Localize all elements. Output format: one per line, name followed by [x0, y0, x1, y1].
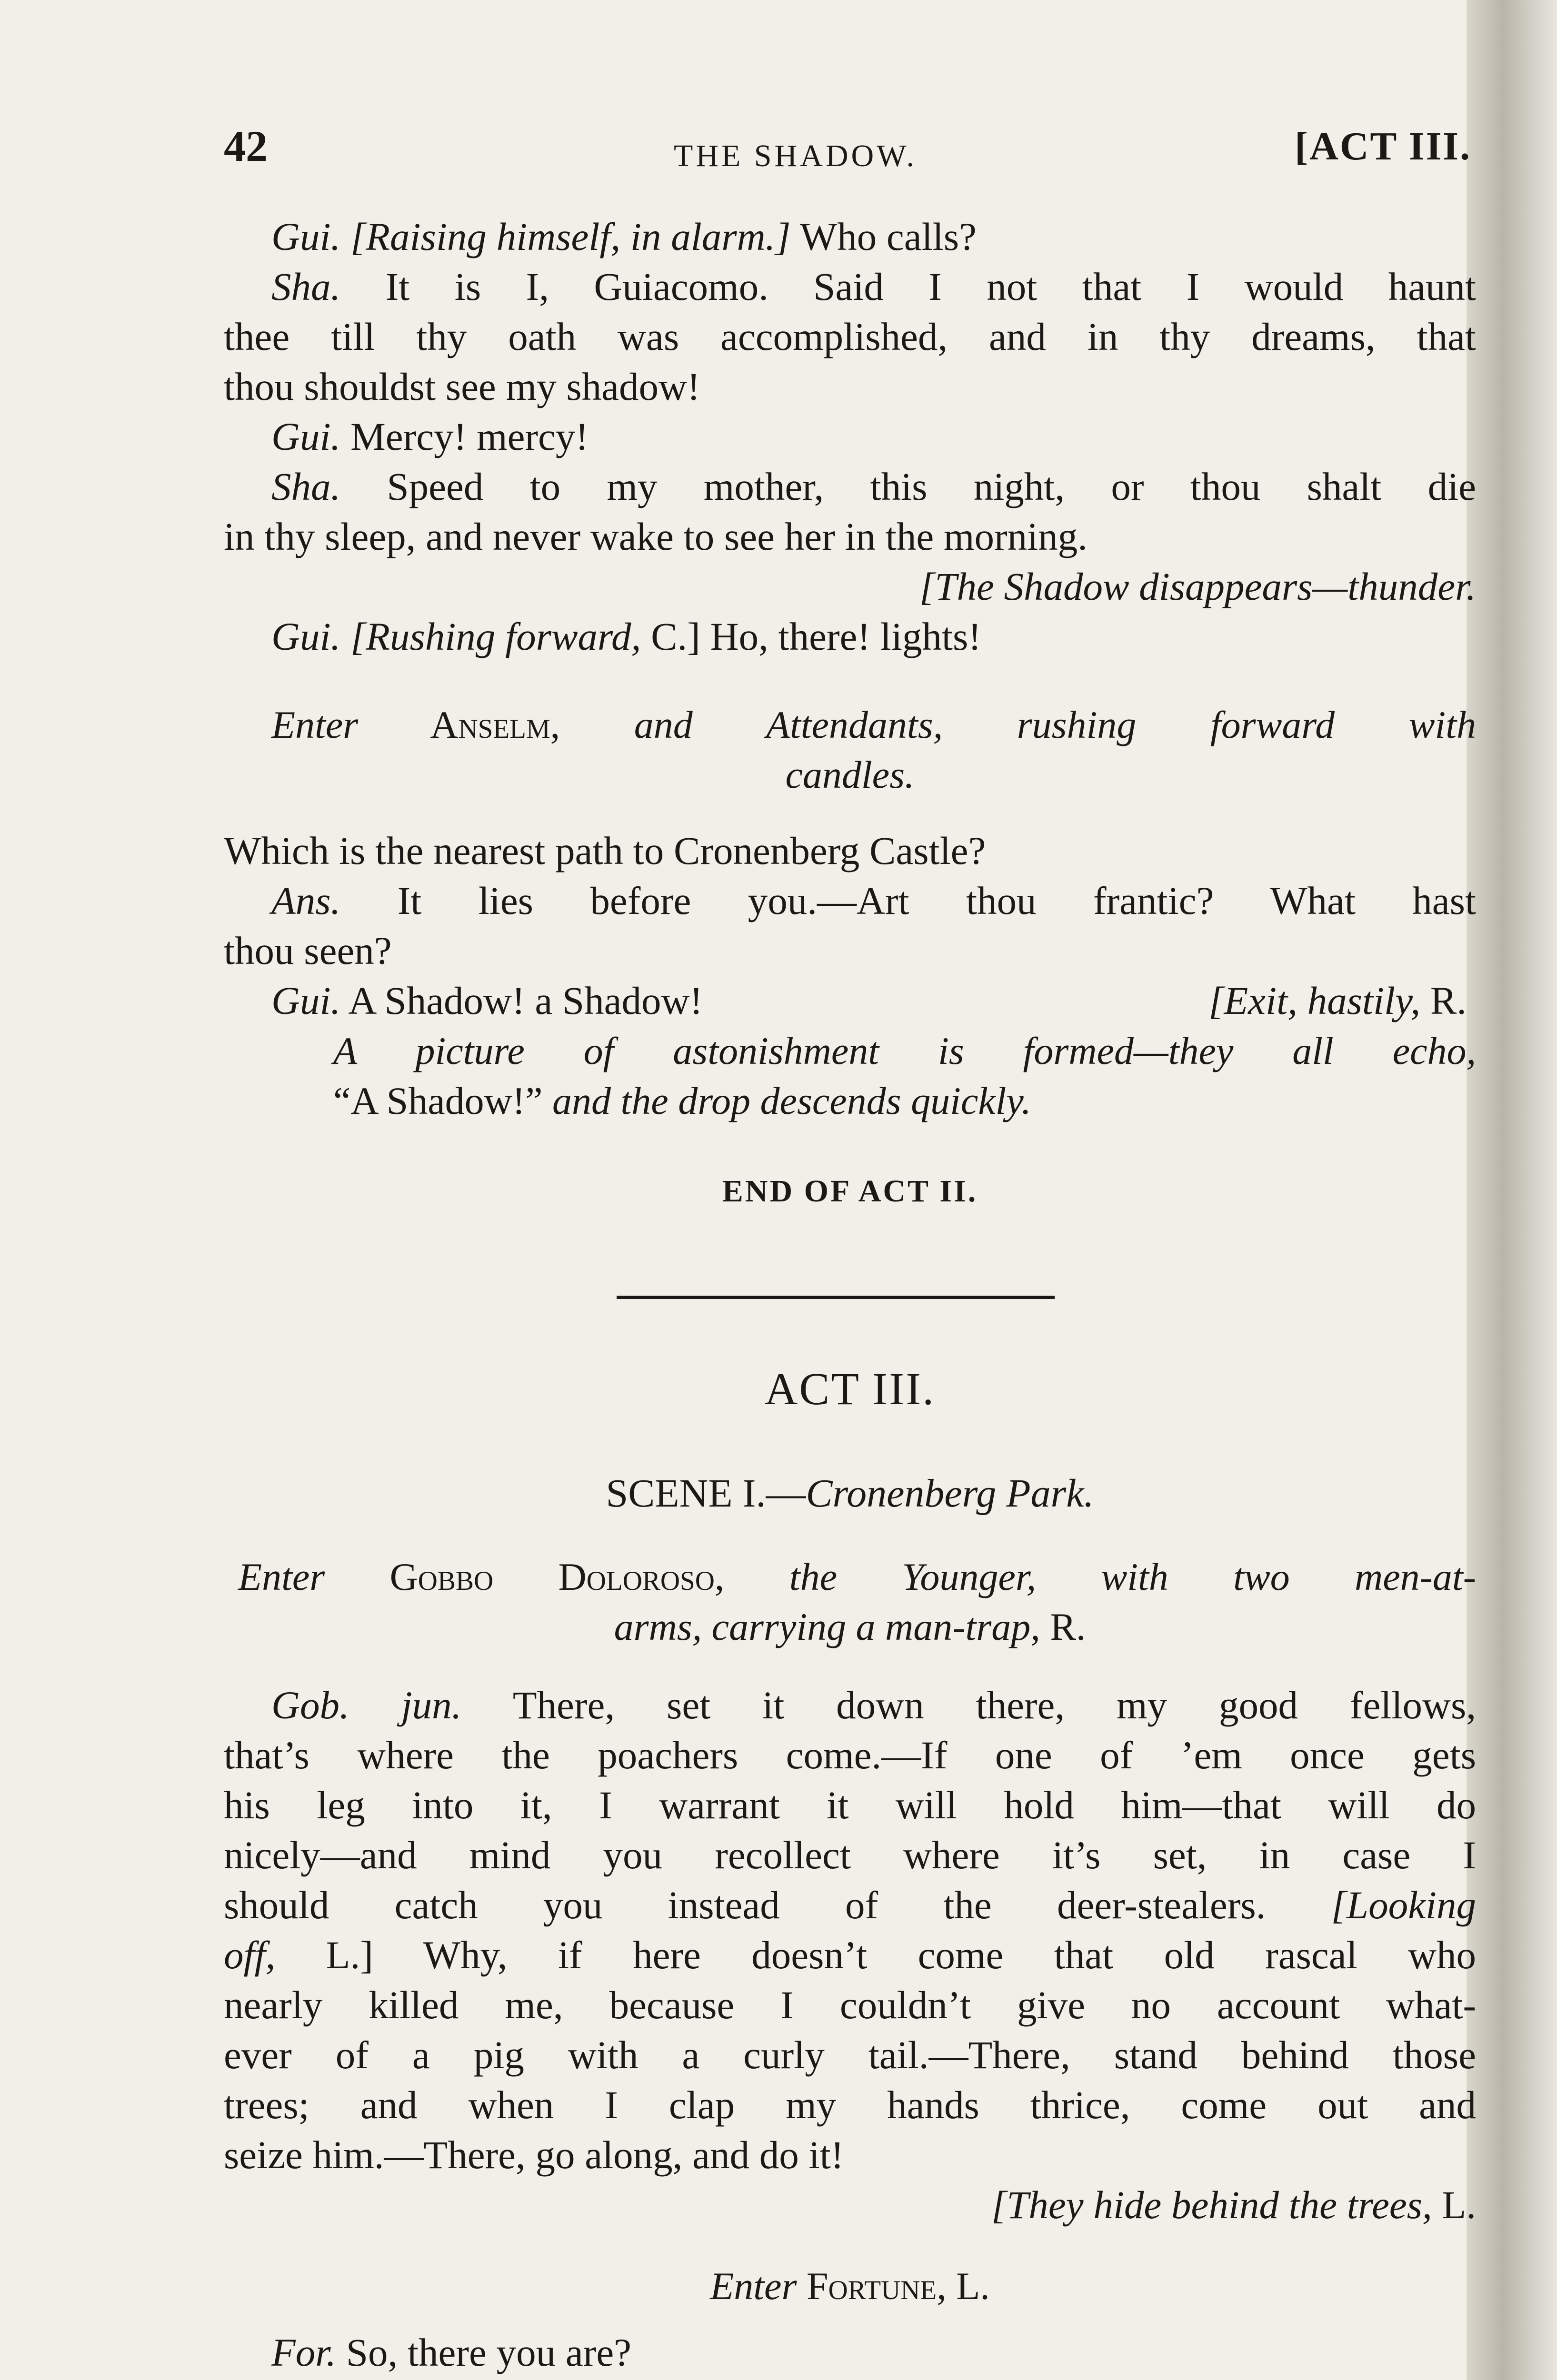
dialogue-line — [224, 1930, 1476, 1980]
speaker-name: Gob. jun. — [271, 1683, 462, 1727]
dialogue-line — [224, 2130, 1476, 2180]
stage-direction-line — [224, 1552, 1476, 1602]
speaker-name: Gui. — [271, 215, 341, 258]
act-marker: [ACT III. — [1295, 124, 1471, 169]
stage-direction-line — [224, 700, 1476, 750]
dialogue-line — [224, 1880, 1476, 1930]
speaker-name: Gui. — [271, 415, 341, 458]
act-title: ACT III. — [764, 1363, 936, 1414]
line-text: It lies before you.—Art thou frantic? What hast — [397, 879, 1477, 922]
dialogue-line — [224, 362, 1476, 412]
stage-direction-line — [224, 750, 1476, 800]
line-text: thee till thy oath was accomplished, and in thy dreams, that — [224, 315, 1476, 358]
stage-direction: Enter — [238, 1555, 325, 1598]
line-text: his leg into it, I warrant it will hold him—that will do — [224, 1783, 1476, 1827]
stage-direction: arms, carrying a man-trap, — [614, 1605, 1040, 1648]
scene-title: SCENE I.— — [606, 1471, 806, 1516]
line-text: “A Shadow!” — [333, 1079, 543, 1122]
dialogue-line — [224, 1830, 1476, 1880]
page-number: 42 — [224, 122, 268, 170]
dialogue-line — [224, 2030, 1476, 2080]
line-text: in thy sleep, and never wake to see her in the morning. — [224, 515, 1088, 558]
dialogue-line — [224, 512, 1476, 562]
speaker-name: Sha. — [271, 465, 341, 508]
stage-direction-line — [224, 1076, 1557, 1126]
act-heading — [224, 1364, 1476, 1414]
scene-location: Cronenberg Park. — [806, 1471, 1094, 1516]
line-text: Speed to my mother, this night, or thou shalt die — [387, 465, 1476, 508]
character-name: Fortune, — [797, 2264, 957, 2308]
dialogue-line — [224, 1680, 1476, 1730]
line-text: Who calls? — [790, 215, 977, 258]
line-text: should catch you instead of the deer-stealers. — [224, 1883, 1331, 1927]
dialogue-line — [224, 612, 1476, 662]
stage-direction: Enter — [271, 703, 359, 746]
line-text: thou seen? — [224, 929, 392, 972]
stage-direction: [Exit, hastily, — [1208, 979, 1421, 1022]
stage-direction-line — [224, 562, 1476, 612]
character-name: Gobbo Doloroso, — [325, 1555, 789, 1598]
stage-direction-line — [224, 1026, 1476, 1076]
line-text: Mercy! mercy! — [350, 415, 589, 458]
dialogue-line — [224, 2328, 1476, 2378]
dialogue-line — [224, 2080, 1476, 2130]
dialogue-line — [224, 262, 1476, 312]
dialogue-line — [224, 312, 1476, 362]
dialogue-line — [224, 1980, 1476, 2030]
line-text: So, there you are? — [346, 2330, 632, 2374]
line-text: nearly killed me, because I couldn’t give no account what- — [224, 1983, 1476, 2027]
stage-direction-line — [224, 976, 1467, 1026]
stage-direction: A picture of astonishment is formed—they all echo, — [333, 1029, 1476, 1072]
line-text: that’s where the poachers come.—If one of ’em once gets — [224, 1733, 1476, 1777]
end-of-act-text: END OF ACT II. — [722, 1174, 978, 1209]
line-text: A Shadow! a Shadow! — [348, 979, 703, 1022]
stage-direction-line — [224, 2261, 1476, 2311]
stage-position: R. — [1420, 979, 1467, 1022]
character-name: Anselm, — [358, 703, 634, 746]
stage-direction: [Raising himself, in alarm.] — [350, 215, 791, 258]
dialogue-line — [224, 412, 1476, 462]
speaker-name: Sha. — [271, 265, 341, 308]
line-text: Which is the nearest path to Cronenberg Castle? — [224, 829, 986, 873]
line-text: It is I, Guiacomo. Said I not that I would haunt — [385, 265, 1477, 308]
speaker-name: Gui. — [271, 979, 341, 1022]
stage-direction: [They hide behind the trees, — [991, 2183, 1432, 2227]
stage-direction: and the drop descends quickly. — [542, 1079, 1031, 1122]
stage-direction: candles. — [785, 753, 915, 796]
scene-heading — [224, 1468, 1476, 1518]
book-spine-shadow — [1467, 0, 1557, 2380]
stage-direction: Enter — [710, 2264, 797, 2308]
stage-position: L. — [1432, 2183, 1476, 2227]
end-of-act — [224, 1166, 1476, 1216]
dialogue-line — [224, 1780, 1476, 1830]
page-header — [224, 121, 1476, 183]
dialogue-line — [224, 2378, 1476, 2380]
line-text: L.] Why, if here doesn’t come that old rascal who — [275, 1933, 1476, 1977]
stage-direction: [Rushing forward, — [350, 615, 641, 658]
dialogue-line — [224, 826, 1476, 876]
dialogue-line — [224, 1730, 1476, 1780]
stage-position: R. — [1040, 1605, 1086, 1648]
line-text: There, set it down there, my good fellows, — [512, 1683, 1477, 1727]
speaker-name: Gui. — [271, 615, 341, 658]
section-rule — [617, 1296, 1055, 1299]
line-text: C.] Ho, there! lights! — [641, 615, 981, 658]
speaker-name: Ans. — [271, 879, 341, 922]
dialogue-line — [224, 876, 1476, 926]
line-text: thou shouldst see my shadow! — [224, 365, 700, 408]
stage-direction-line — [224, 2180, 1476, 2230]
line-text: seize him.—There, go along, and do it! — [224, 2133, 844, 2177]
line-text: nicely—and mind you recollect where it’s set, in case I — [224, 1833, 1476, 1877]
stage-direction: off, — [224, 1933, 276, 1977]
dialogue-line — [224, 462, 1476, 512]
stage-direction: the Younger, with two men-at- — [789, 1555, 1476, 1598]
dialogue-line — [224, 926, 1476, 976]
stage-direction: [Looking — [1331, 1883, 1476, 1927]
running-title: THE SHADOW. — [674, 139, 917, 173]
line-text: ever of a pig with a curly tail.—There, stand behind those — [224, 2033, 1476, 2077]
dialogue-line — [224, 212, 1476, 262]
stage-direction-line — [224, 1602, 1476, 1652]
stage-position: L. — [956, 2264, 990, 2308]
line-text: trees; and when I clap my hands thrice, come out and — [224, 2083, 1476, 2127]
stage-direction: and Attendants, rushing forward with — [634, 703, 1476, 746]
speaker-name: For. — [271, 2330, 337, 2374]
stage-direction: [The Shadow disappears—thunder. — [919, 565, 1476, 608]
